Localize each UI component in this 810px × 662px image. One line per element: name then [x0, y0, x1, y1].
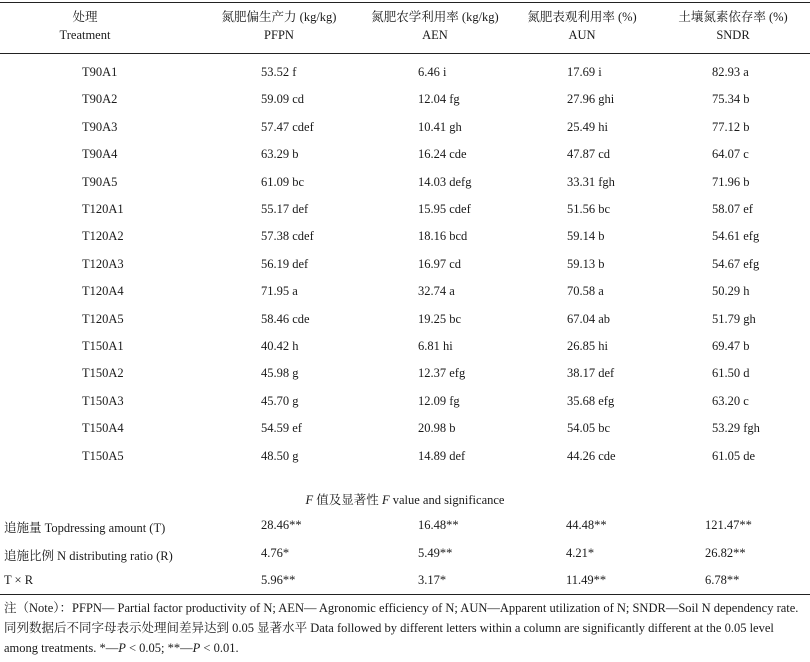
- header-aen: [360, 8, 510, 44]
- header-aen-en: AEN: [422, 28, 448, 42]
- f-row-label: T × R: [4, 573, 34, 587]
- header-treatment-cn: 处理: [72, 10, 98, 24]
- cell-pfpn: 48.50 g: [261, 448, 299, 463]
- cell-sndr: 58.07 ef: [712, 202, 753, 216]
- cell-treatment: T120A1: [82, 202, 124, 216]
- f-value: 5.49**: [418, 545, 453, 560]
- cell-aun: 26.85 hi: [567, 339, 608, 353]
- cell-treatment: T150A1: [82, 339, 124, 353]
- cell-pfpn: 71.95 a: [261, 284, 298, 299]
- cell-aun: 35.68 efg: [567, 393, 615, 408]
- note-text: 注（Note）：PFPN— Partial factor productivity of N; AEN— Agronomic efficiency of N; AUN—Apparent utilization of N; SNDR—Soil N dependency rate. 同列数据后不同字母表示处理间差异达到 0.05 显著水平 Data followed by different letters within a column are significantly different at the 0.05 level among treatments. *—: [4, 601, 799, 655]
- header-sndr: [658, 8, 808, 44]
- header-aun-cn: 氮肥表观利用率 (%): [527, 10, 637, 24]
- cell-sndr: 77.12 b: [712, 119, 750, 134]
- header-pfpn-en: PFPN: [264, 28, 294, 42]
- cell-pfpn: 61.09 bc: [261, 174, 305, 189]
- cell-aen: 14.89 def: [418, 448, 466, 463]
- cell-pfpn: 54.59 ef: [261, 421, 302, 436]
- table-row: [0, 284, 810, 308]
- cell-aun: 59.14 b: [567, 229, 605, 244]
- table-row: [0, 312, 810, 336]
- cell-treatment: T150A3: [82, 393, 124, 408]
- cell-pfpn: 56.19 def: [261, 256, 309, 271]
- f-value: 44.48**: [566, 518, 607, 532]
- cell-sndr: 75.34 b: [712, 92, 750, 107]
- cell-treatment: T90A3: [82, 119, 118, 134]
- cell-sndr: 51.79 gh: [712, 311, 756, 326]
- cell-pfpn: 58.46 cde: [261, 311, 310, 326]
- cell-sndr: 61.50 d: [712, 366, 750, 381]
- cell-sndr: 63.20 c: [712, 393, 749, 408]
- cell-aen: 12.37 efg: [418, 366, 466, 381]
- header-aun-en: AUN: [568, 28, 596, 42]
- table-note: [4, 598, 808, 658]
- cell-pfpn: 45.98 g: [261, 366, 299, 381]
- header-sndr-en: SNDR: [716, 28, 750, 42]
- header-treatment: [58, 8, 112, 44]
- cell-sndr: 71.96 b: [712, 174, 750, 189]
- cell-sndr: 61.05 de: [712, 448, 756, 463]
- table-row: [0, 394, 810, 418]
- note-t2: < 0.01.: [200, 641, 239, 655]
- cell-treatment: T120A3: [82, 256, 124, 271]
- cell-sndr: 69.47 b: [712, 339, 750, 353]
- cell-aen: 18.16 bcd: [418, 229, 468, 244]
- header-treatment-en: Treatment: [59, 28, 111, 42]
- f-value: 11.49**: [566, 573, 607, 587]
- cell-aun: 27.96 ghi: [567, 92, 615, 107]
- note-t1: < 0.05; **—: [125, 641, 193, 655]
- cell-aen: 12.09 fg: [418, 393, 460, 408]
- f-row-label: 追施比例 N distributing ratio (R): [4, 548, 173, 563]
- cell-aun: 38.17 def: [567, 366, 615, 381]
- cell-treatment: T90A5: [82, 174, 118, 189]
- cell-treatment: T90A1: [82, 65, 118, 79]
- table-row: [0, 65, 810, 89]
- cell-treatment: T90A4: [82, 147, 118, 162]
- cell-aun: 70.58 a: [567, 284, 604, 299]
- table-row: [0, 147, 810, 171]
- table-row: [0, 449, 810, 473]
- cell-sndr: 82.93 a: [712, 65, 749, 79]
- cell-treatment: T120A2: [82, 229, 124, 244]
- f-value: 28.46**: [261, 518, 302, 532]
- header-pfpn-cn: 氮肥偏生产力 (kg/kg): [221, 10, 337, 24]
- cell-pfpn: 63.29 b: [261, 147, 299, 162]
- cell-aen: 16.97 cd: [418, 256, 462, 271]
- bottom-rule: [0, 594, 810, 595]
- cell-aun: 17.69 i: [567, 65, 602, 79]
- table-row: [0, 202, 810, 226]
- cell-treatment: T120A5: [82, 311, 124, 326]
- top-rule: [0, 2, 810, 3]
- f-section-en: value and significance: [392, 493, 505, 507]
- cell-aen: 14.03 defg: [418, 174, 472, 189]
- cell-pfpn: 57.38 cdef: [261, 229, 314, 244]
- cell-pfpn: 53.52 f: [261, 65, 297, 79]
- cell-pfpn: 55.17 def: [261, 202, 309, 216]
- f-section-title: [0, 490, 810, 508]
- cell-treatment: T120A4: [82, 284, 124, 299]
- note-p2: P: [192, 641, 201, 655]
- f-row-label: 追施量 Topdressing amount (T): [4, 521, 166, 535]
- f-value: 4.21*: [566, 545, 595, 560]
- cell-aen: 16.24 cde: [418, 147, 467, 162]
- cell-aun: 67.04 ab: [567, 311, 611, 326]
- cell-aen: 15.95 cdef: [418, 202, 471, 216]
- cell-pfpn: 45.70 g: [261, 393, 299, 408]
- table-row: [0, 366, 810, 390]
- table-row: [0, 421, 810, 445]
- cell-sndr: 64.07 c: [712, 147, 749, 162]
- cell-aen: 19.25 bc: [418, 311, 462, 326]
- cell-aen: 32.74 a: [418, 284, 455, 299]
- cell-pfpn: 40.42 h: [261, 339, 299, 353]
- header-aun: [512, 8, 652, 44]
- f-value: 121.47**: [705, 518, 752, 532]
- f-value: 6.78**: [705, 573, 740, 587]
- note-p1: P: [118, 641, 126, 655]
- cell-sndr: 54.61 efg: [712, 229, 760, 244]
- cell-pfpn: 57.47 cdef: [261, 119, 314, 134]
- f-letter: F: [305, 493, 314, 507]
- cell-aen: 12.04 fg: [418, 92, 460, 107]
- cell-sndr: 50.29 h: [712, 284, 750, 299]
- cell-treatment: T150A5: [82, 448, 124, 463]
- cell-aun: 59.13 b: [567, 256, 605, 271]
- f-value: 4.76*: [261, 545, 290, 560]
- f-value: 3.17*: [418, 573, 447, 587]
- header-aen-cn: 氮肥农学利用率 (kg/kg): [371, 10, 499, 24]
- cell-sndr: 53.29 fgh: [712, 421, 760, 436]
- header-pfpn: [204, 8, 354, 44]
- header-rule: [0, 53, 810, 54]
- cell-aun: 25.49 hi: [567, 119, 608, 134]
- cell-treatment: T150A4: [82, 421, 124, 436]
- f-value: 16.48**: [418, 518, 459, 532]
- cell-aun: 54.05 bc: [567, 421, 611, 436]
- table-row: [0, 92, 810, 116]
- cell-aen: 6.46 i: [418, 65, 447, 79]
- cell-aen: 20.98 b: [418, 421, 456, 436]
- cell-treatment: T90A2: [82, 92, 118, 107]
- cell-pfpn: 59.09 cd: [261, 92, 305, 107]
- table-row: [0, 339, 810, 363]
- cell-aen: 10.41 gh: [418, 119, 462, 134]
- f-letter-en: F: [381, 493, 390, 507]
- table-row: [0, 229, 810, 253]
- cell-treatment: T150A2: [82, 366, 124, 381]
- cell-aen: 6.81 hi: [418, 339, 453, 353]
- cell-sndr: 54.67 efg: [712, 256, 760, 271]
- f-section-cn: 值及显著性: [316, 493, 379, 507]
- f-value: 26.82**: [705, 545, 746, 560]
- cell-aun: 33.31 fgh: [567, 174, 615, 189]
- f-value: 5.96**: [261, 573, 296, 587]
- table-row: [0, 257, 810, 281]
- cell-aun: 44.26 cde: [567, 448, 616, 463]
- cell-aun: 47.87 cd: [567, 147, 611, 162]
- header-sndr-cn: 土壤氮素依存率 (%): [678, 10, 788, 24]
- cell-aun: 51.56 bc: [567, 202, 611, 216]
- table-row: [0, 175, 810, 199]
- table-row: [0, 120, 810, 144]
